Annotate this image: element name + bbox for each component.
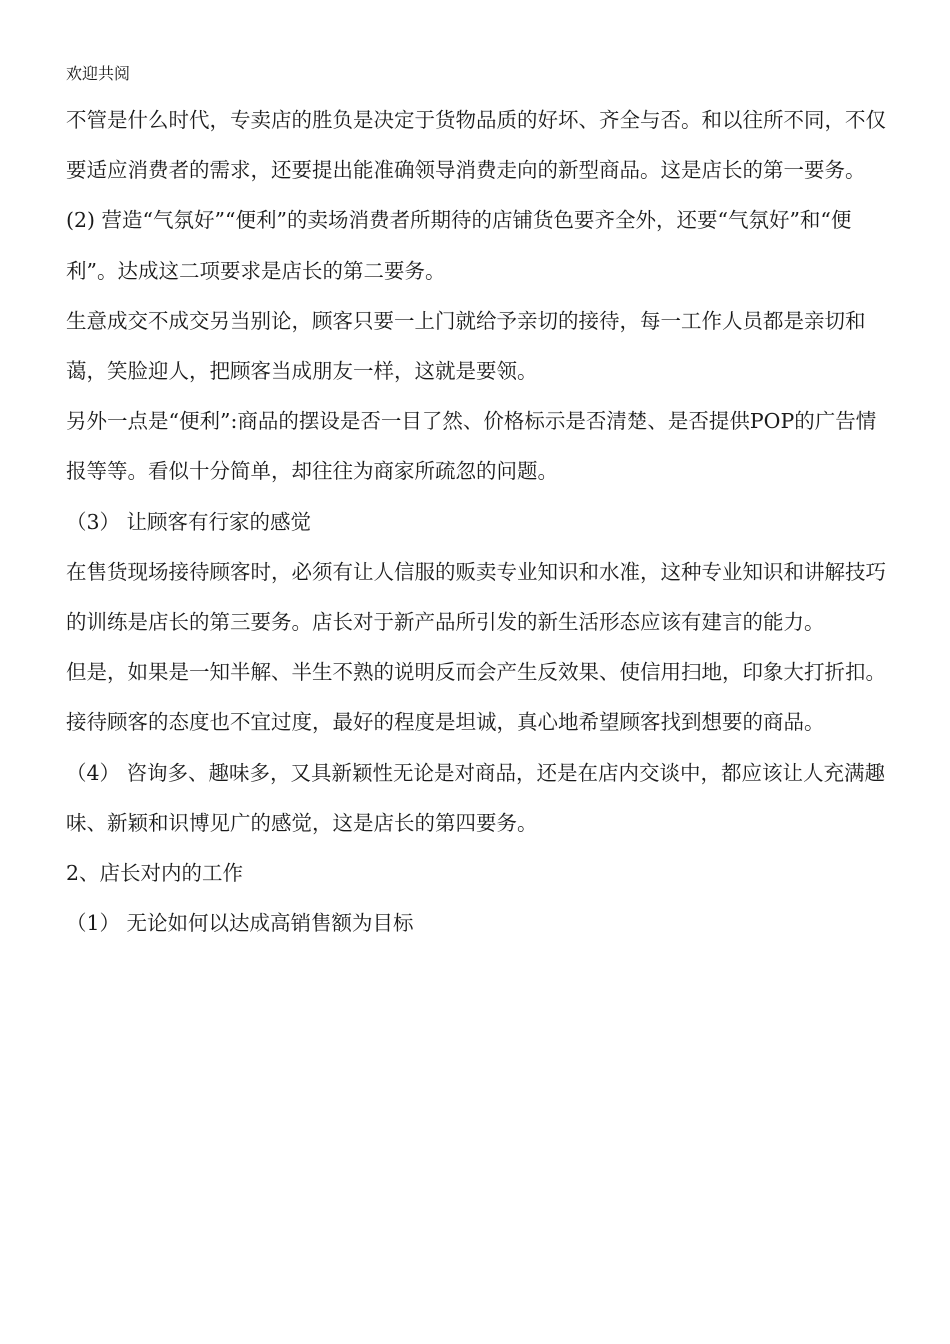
section-heading-internal-work: 2、店长对内的工作 <box>66 861 244 886</box>
paragraph-atmosphere-convenience: (2) 营造“气氛好”“便利”的卖场消费者所期待的店铺货色要齐全外，还要“气氛好”和“便利”。达成这二项要求是店长的第二要务。 <box>66 208 852 283</box>
paragraph-friendly-reception: 生意成交不成交另当别论，顾客只要一上门就给予亲切的接待，每一工作人员都是亲切和蔼，笑脸迎人，把顾客当成朋友一样，这就是要领。 <box>66 308 866 384</box>
paragraph-consulting-fun: （4） 咨询多、趣味多，又具新颖性无论是对商品，还是在店内交谈中，都应该让人充满趣味、新颖和识博见广的感觉，这是店长的第四要务。 <box>66 760 886 835</box>
paragraph-attitude: 接待顾客的态度也不宜过度，最好的程度是坦诚，真心地希望顾客找到想要的商品。 <box>66 710 825 735</box>
section-heading-sales-target: （1） 无论如何以达成高销售额为目标 <box>66 911 414 936</box>
paragraph-convenience: 另外一点是“便利”:商品的摆设是否一目了然、价格标示是否清楚、是否提供POP的广告情报等等。看似十分简单，却往往为商家所疏忽的问题。 <box>66 409 877 484</box>
section-heading-expert-feel: （3） 让顾客有行家的感觉 <box>66 509 312 534</box>
paragraph-first-requirement: 不管是什么时代，专卖店的胜负是决定于货物品质的好坏、齐全与否。和以往所不同，不仅要适应消费者的需求，还要提出能准确领导消费走向的新型商品。这是店长的第一要务。 <box>66 108 886 183</box>
page-header: 欢迎共阅 <box>66 64 131 83</box>
paragraph-half-knowledge: 但是，如果是一知半解、半生不熟的说明反而会产生反效果、使信用扫地，印象大打折扣。 <box>66 660 886 685</box>
document-body <box>66 95 886 948</box>
paragraph-professional-knowledge: 在售货现场接待顾客时，必须有让人信服的贩卖专业知识和水准，这种专业知识和讲解技巧的训练是店长的第三要务。店长对于新产品所引发的新生活形态应该有建言的能力。 <box>66 559 886 635</box>
